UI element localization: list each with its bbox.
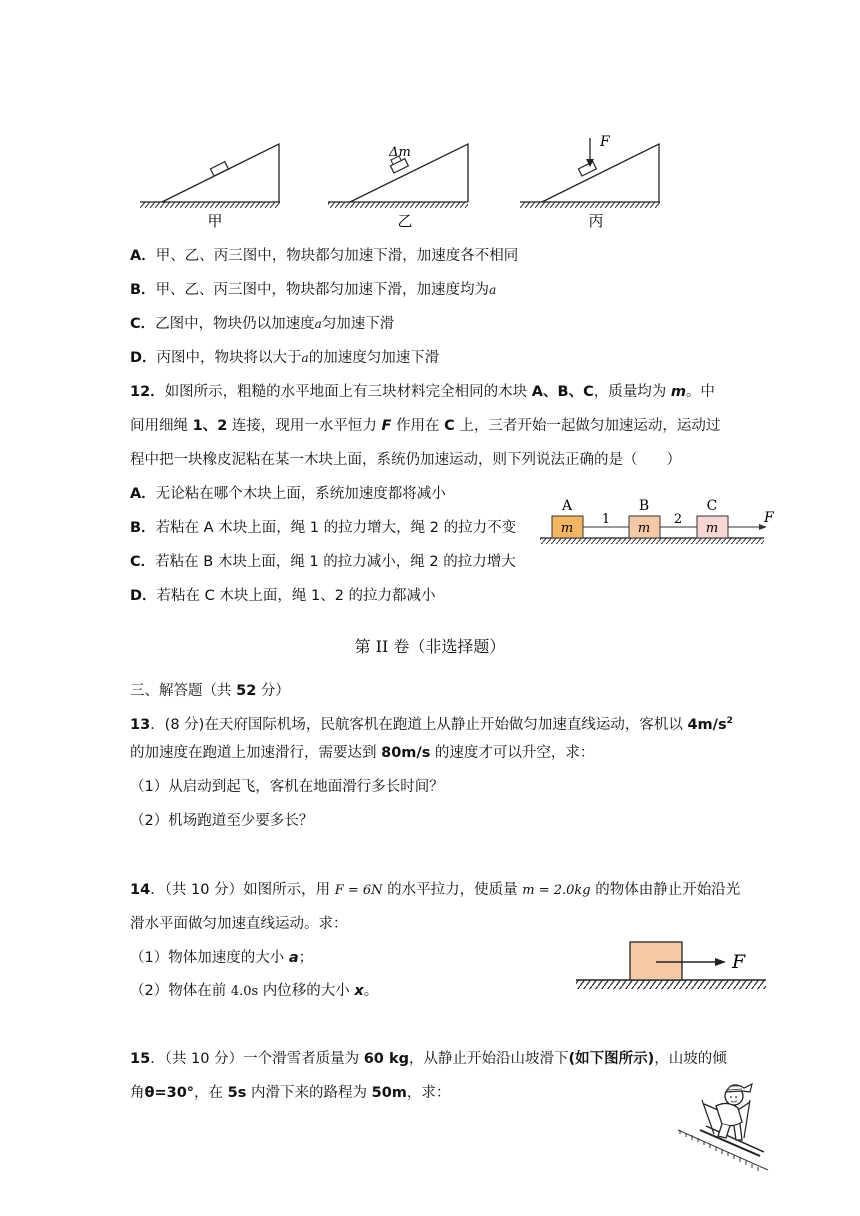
option-tail: 的加速度匀加速下滑 [308, 350, 440, 366]
skier-body [716, 1103, 742, 1125]
text: 5s [227, 1085, 247, 1101]
q12-option-c [130, 552, 516, 572]
text: ．（共 10 分） [150, 882, 244, 898]
text: θ=30° [144, 1085, 195, 1101]
rope-label-1: 1 [601, 512, 611, 527]
q14-stem-line1 [130, 880, 740, 901]
force-label: F [732, 951, 746, 973]
text: 的速度才可以升空，求： [430, 745, 595, 761]
label-force: F [600, 134, 610, 150]
label-yi: 乙 [397, 212, 413, 230]
formula-m: m = 2.0kg [522, 883, 591, 898]
var-a: a [314, 317, 322, 331]
option-letter: D． [130, 588, 157, 604]
skier-hat [726, 1084, 752, 1092]
text: 作用在 [391, 418, 445, 434]
text: 50m [371, 1085, 407, 1101]
rope-label-2: 2 [673, 512, 683, 527]
text: 如图所示，用 [243, 882, 335, 898]
option-text: 丙图中，物块将以大于 [156, 350, 302, 366]
text: 52 [236, 683, 257, 699]
q12-blocks-figure [538, 494, 774, 552]
q14-sub2 [130, 981, 378, 1002]
text: ，从静止开始沿山坡滑下 [408, 1051, 569, 1067]
option-letter: B． [130, 520, 156, 536]
option-text: 若粘在 B 木块上面，绳 1 的拉力减小，绳 2 的拉力增大 [155, 554, 516, 570]
q14-block-figure [574, 938, 770, 996]
superscript: 2 [726, 716, 733, 726]
mass-c: m [705, 521, 719, 536]
option-letter: A． [130, 486, 156, 502]
q14-sub1 [130, 948, 313, 968]
question-number: 13 [130, 716, 151, 733]
text: 。中 [685, 384, 715, 400]
text: 4m/s [687, 716, 727, 733]
text: 角 [130, 1085, 145, 1101]
q13-stem-line1 [130, 711, 733, 735]
q15-stem-line1 [130, 1049, 727, 1069]
text: 1、2 [192, 418, 228, 434]
text: ．（共 10 分） [150, 1051, 244, 1067]
q12-stem-line1 [130, 382, 715, 402]
option-letter: B． [130, 282, 156, 298]
text: 的水平拉力，使质量 [382, 882, 523, 898]
text: 如图所示，粗糙的水平地面上有三块材料完全相同的木块 [164, 384, 532, 400]
incline-bing [520, 134, 660, 230]
q12-option-d [130, 586, 436, 606]
label-b: B [638, 498, 650, 514]
q15-stem-line2 [130, 1083, 450, 1103]
text: ； [298, 950, 314, 966]
var-a: a [301, 351, 309, 365]
text: ，质量均为 [593, 384, 671, 400]
text: 一个滑雪者质量为 [243, 1051, 364, 1067]
label-bing: 丙 [588, 212, 604, 230]
option-text: 若粘在 C 木块上面，绳 1、2 的拉力都减小 [156, 588, 436, 604]
text: 60 kg [363, 1051, 409, 1067]
q14-stem-line2: 滑水平面做匀加速直线运动。求： [130, 916, 348, 932]
q12-option-a [130, 484, 446, 504]
text: ，山坡的倾 [654, 1051, 727, 1067]
label-jia: 甲 [207, 212, 223, 230]
ski [700, 1130, 760, 1156]
text: 在天府国际机场，民航客机在跑道上从静止开始做匀加速直线运动，客机以 [204, 716, 688, 733]
text: C [444, 418, 455, 434]
text: ，在 [194, 1085, 228, 1101]
text: (如下图所示) [568, 1051, 655, 1067]
label-delta-m: Δm [389, 145, 411, 160]
option-letter: A． [130, 248, 156, 264]
option-text: 无论粘在哪个木块上面，系统加速度都将减小 [155, 486, 446, 502]
text: 的加速度在跑道上加速滑行，需要达到 [130, 745, 382, 761]
label-c: C [706, 498, 718, 514]
q11-option-b [130, 280, 496, 300]
text: 的物体由静止开始沿光 [590, 882, 741, 898]
question-number: 14 [130, 882, 151, 898]
text: 连接，现用一水平恒力 [227, 418, 382, 434]
q11-option-a [130, 246, 518, 266]
label-a: A [561, 498, 573, 514]
option-tail: 匀加速下滑 [321, 316, 395, 332]
mass-b: m [637, 521, 651, 536]
formula-f: F = 6N [334, 883, 383, 898]
q12-stem-line3: 程中把一块橡皮泥粘在某一木块上面，系统仍加速运动，则下列说法正确的是（ ） [130, 452, 681, 468]
option-text: 乙图中，物块仍以加速度 [155, 316, 315, 332]
option-text: 甲、乙、丙三图中，物块都匀加速下滑，加速度各不相同 [155, 248, 519, 264]
var-x: x [354, 983, 364, 999]
section-three-heading [130, 681, 290, 701]
text: 内滑下来的路程为 [246, 1085, 372, 1101]
q11-option-d [130, 348, 439, 368]
block [578, 162, 596, 176]
q12-stem-line2 [130, 416, 720, 436]
option-text: 甲、乙、丙三图中，物块都匀加速下滑，加速度均为 [155, 282, 490, 298]
formula-t: 4.0s [230, 984, 259, 999]
text: （2）物体在前 [130, 983, 231, 999]
incline-figures [130, 130, 670, 235]
text: ．(8 分) [150, 716, 205, 733]
text: 上，三者开始一起做匀加速运动，运动过 [454, 418, 721, 434]
option-letter: C． [130, 316, 156, 332]
text: 间用细绳 [130, 418, 193, 434]
q13-stem-line2 [130, 743, 594, 763]
var-a: a [288, 950, 299, 966]
text: 三、解答题（共 [130, 683, 237, 699]
q12-option-b [130, 518, 516, 538]
text: 80m/s [381, 745, 431, 761]
text: 内位移的大小 [258, 983, 355, 999]
skier-legs [718, 1124, 742, 1140]
text: A、B、C [531, 384, 594, 400]
q13-sub2: （2）机场跑道至少要多长？ [130, 813, 314, 829]
text: 分） [256, 683, 290, 699]
text: （1）物体加速度的大小 [130, 950, 289, 966]
block [630, 942, 682, 980]
question-number: 15 [130, 1051, 151, 1067]
option-letter: D． [130, 350, 157, 366]
skier-illustration [672, 1078, 772, 1174]
mass-a: m [560, 521, 574, 536]
text: ，求： [406, 1085, 451, 1101]
option-text: 若粘在 A 木块上面，绳 1 的拉力增大，绳 2 的拉力不变 [155, 520, 517, 536]
q13-sub1: （1）从启动到起飞，客机在地面滑行多长时间？ [130, 779, 444, 795]
q11-option-c [130, 314, 394, 334]
question-number: 12． [130, 384, 165, 400]
option-letter: C． [130, 554, 156, 570]
force-label: F [764, 510, 774, 526]
incline-jia [140, 144, 280, 230]
text: 。 [363, 983, 379, 999]
var-m: m [670, 384, 686, 400]
var-a: a [489, 283, 497, 297]
section-title: 第 II 卷（非选择题） [354, 637, 506, 656]
var-f: F [381, 418, 392, 434]
incline-yi [328, 144, 468, 230]
block [210, 162, 228, 176]
